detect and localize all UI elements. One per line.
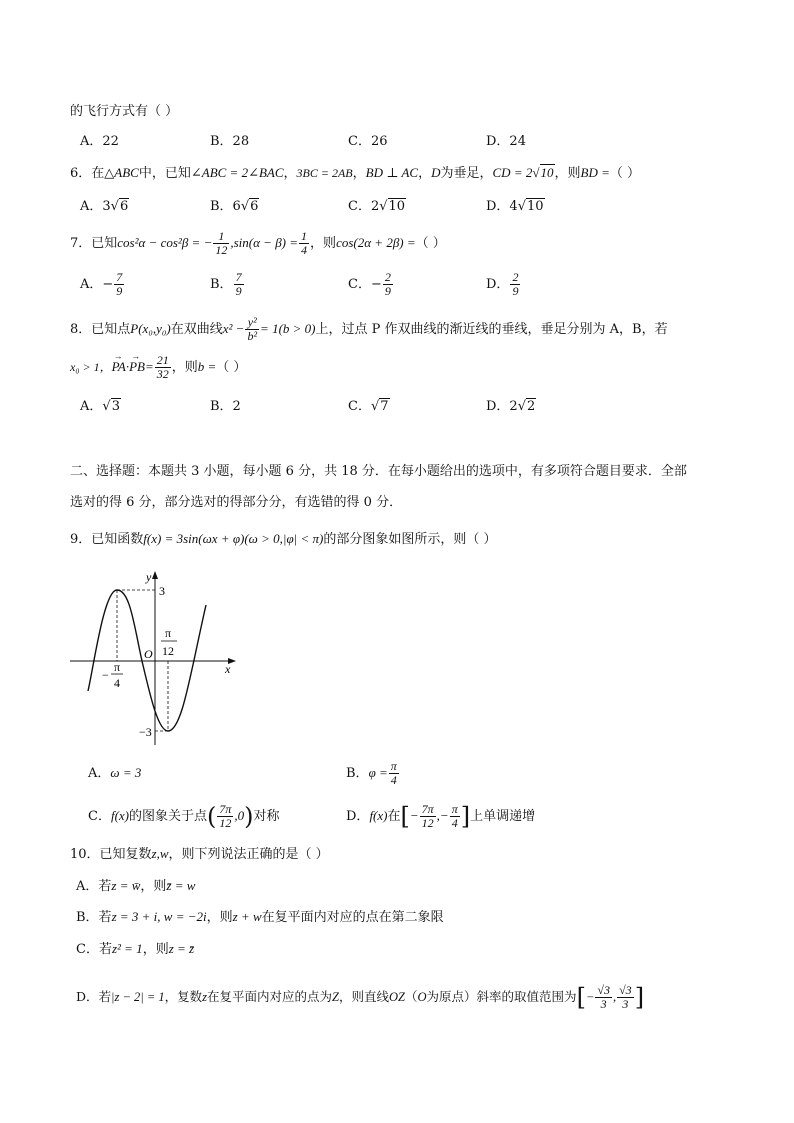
q7-option-a-label: A．− <box>80 277 114 292</box>
q8-stem-line2 <box>70 352 246 383</box>
q5-option-b: B．28 <box>210 134 250 149</box>
q6-point-d: D <box>431 165 441 180</box>
q6-option-d-label: D．4 <box>486 199 518 214</box>
y-min-label: −3 <box>139 725 152 739</box>
q8-frac <box>245 316 259 343</box>
q8-stem <box>70 314 668 345</box>
q7-option-a-num: 7 <box>116 270 123 284</box>
q7-bracket: （ ） <box>415 236 446 251</box>
q7-option-c-num: 2 <box>384 270 391 284</box>
q10-option-a <box>76 877 195 896</box>
q7-option-b-den: 9 <box>235 284 242 298</box>
q10-option-d-text-3: ，则直线 <box>339 989 390 1004</box>
q6-option-a: A．3√6 <box>80 199 129 214</box>
q6-bracket: （ ） <box>609 166 641 181</box>
q7-option-b-label: B． <box>210 277 233 292</box>
q10-option-d-frac-2 <box>617 984 634 1011</box>
q8-vec-pb: → PB <box>129 352 145 382</box>
q5-option-c: C．26 <box>348 134 388 149</box>
q8-frac-2 <box>155 354 171 381</box>
q6-option-a-label: A．3 <box>80 199 111 214</box>
q7-option-a <box>80 270 125 300</box>
q8-option-d-rad: 2 <box>527 399 536 414</box>
y-axis-arrow <box>152 571 158 579</box>
q5-option-a: A．22 <box>80 134 119 149</box>
q10-option-b-cond: z = 3 + i, w = −2i <box>111 909 207 924</box>
q7-stem <box>70 228 446 259</box>
section2-line2: 选对的得 6 分，部分选对的得部分分，有选错的得 0 分． <box>70 495 403 510</box>
q7-frac-1-den: 12 <box>215 243 228 257</box>
q6-angle-eq: ∠ABC = 2∠BAC <box>190 165 284 180</box>
y-axis-label: y <box>146 570 152 584</box>
q7-option-b-num: 7 <box>235 270 242 284</box>
q7-option-a-frac <box>114 271 124 298</box>
bracket-close: ] <box>460 802 471 831</box>
x-axis-label: x <box>225 662 231 676</box>
q7-option-a-den: 9 <box>116 284 123 298</box>
q10-option-d-frac-1 <box>595 984 612 1011</box>
q6-cd: CD = 2√10 <box>492 165 554 180</box>
q10-option-d-minus: − <box>585 990 595 1004</box>
q10-text: ，则下列说法正确的是（ ） <box>168 847 329 862</box>
q8-num: 8．已知点 <box>70 322 131 337</box>
q7-option-d-label: D． <box>486 277 510 292</box>
q6-num: 6．在 <box>70 166 105 181</box>
q7-option-b-frac <box>234 271 244 298</box>
q6-option-b-rad: 6 <box>250 199 259 214</box>
q10-option-d-z: z <box>202 990 208 1004</box>
q7-num: 7．已知 <box>70 236 118 251</box>
q10-option-d-sep: , <box>612 990 617 1004</box>
q8-option-a-rad: 3 <box>111 399 120 414</box>
q10-option-d-den-1: 3 <box>600 997 607 1011</box>
q10-option-d-num-1: √3 <box>597 983 610 997</box>
q7-frac-1 <box>213 230 229 257</box>
q9-option-d-den-2: 4 <box>451 816 458 830</box>
q8-eq-b: = 1(b > 0) <box>260 321 316 336</box>
q10-option-b-sum: z + w <box>232 909 262 924</box>
q6-option-c: C．2√10 <box>348 199 406 214</box>
q10-option-d-text-2: 在复平面内对应的点为 <box>207 989 333 1004</box>
q9-option-d-fx: f(x) <box>369 808 388 823</box>
q7-option-d-den: 9 <box>512 284 519 298</box>
q8-text-rest: 上，过点 P 作双曲线的渐近线的垂线，垂足分别为 A，B，若 <box>315 322 668 337</box>
q10-option-d-paren: （ <box>405 989 418 1004</box>
q7-option-b <box>210 270 245 300</box>
q9-option-c-text-2: 对称 <box>253 809 280 824</box>
q7-option-c-frac <box>383 271 393 298</box>
q8-frac-2-den: 32 <box>156 367 169 381</box>
q10-option-a-cond: z = w̄ <box>111 878 141 893</box>
q10-option-b-label: B．若 <box>76 910 112 925</box>
q6-option-d: D．4√10 <box>486 199 544 214</box>
q6-option-b: B．6√6 <box>210 199 259 214</box>
q8-option-c: C．√7 <box>348 399 389 414</box>
q10-num: 10．已知复数 <box>70 847 152 862</box>
q7-text: ，则 <box>310 236 337 251</box>
q10-option-d-label: D．若 <box>76 989 112 1004</box>
q9-option-d-sep: ,− <box>436 808 449 823</box>
q8-text: 在双曲线 <box>170 322 223 337</box>
q7-option-d-frac <box>510 271 520 298</box>
q7-option-c <box>348 270 394 300</box>
q9-text: 的部分图象如图所示，则（ ） <box>323 532 497 547</box>
q8-option-a: A．√3 <box>80 399 120 414</box>
q10-option-b <box>76 908 444 927</box>
q6-option-b-label: B．6 <box>210 199 241 214</box>
q9-option-c-den: 12 <box>219 816 232 830</box>
q6-comma: ， <box>283 166 297 181</box>
q5-stem: 的飞行方式有（ ） <box>70 104 179 119</box>
q10-option-d-den-2: 3 <box>622 997 629 1011</box>
bracket-open: [ <box>576 983 586 1012</box>
q10-option-a-text: ，则 <box>140 879 167 894</box>
q9-option-c-zero: ,0 <box>234 808 245 823</box>
q9-option-a-expr: ω = 3 <box>110 765 142 780</box>
x-left-den: 4 <box>114 676 120 690</box>
q6-stem <box>70 164 640 183</box>
q6-option-c-rad: 10 <box>388 199 406 214</box>
q9-option-d-num-1: 7π <box>421 802 434 816</box>
q7-option-d-num: 2 <box>512 270 519 284</box>
q9-stem <box>70 530 496 549</box>
q10-option-c-cond: z² = 1 <box>111 941 143 956</box>
q10-option-a-label: A．若 <box>76 879 112 894</box>
q10-option-d <box>76 982 644 1013</box>
q8-option-d-label: D．2 <box>486 399 518 414</box>
y-max-label: 3 <box>159 584 165 598</box>
q9-option-a <box>88 764 141 783</box>
q8-frac-2-num: 21 <box>156 353 169 367</box>
q7-frac-2-den: 4 <box>301 243 308 257</box>
q9-option-c-fx: f(x) <box>110 808 129 823</box>
q7-eq2: ,sin(α − β) = <box>230 235 299 250</box>
q5-option-d: D．24 <box>486 134 526 149</box>
q9-option-d-minus: − <box>409 808 419 823</box>
q6-text: 为垂足， <box>440 166 493 181</box>
q10-option-d-origin: O <box>417 990 427 1004</box>
q6-perp: BD ⊥ AC <box>365 165 419 180</box>
q9-option-b-expr: φ = <box>368 765 388 780</box>
q8-dot: · <box>125 359 130 374</box>
bracket-close: ] <box>634 983 645 1012</box>
q10-option-d-line: OZ <box>389 990 405 1004</box>
q6-comma: ， <box>352 166 366 181</box>
q7-eq1: cos²α − cos²β = − <box>117 235 213 250</box>
q7-frac-2 <box>299 230 309 257</box>
q8-equals: = <box>144 359 154 374</box>
q7-option-c-label: C．− <box>348 277 382 292</box>
q9-option-a-label: A． <box>88 766 111 781</box>
bracket-open: [ <box>400 802 410 831</box>
q8-point: P(x₀,y₀) <box>130 321 171 336</box>
q10-option-d-text-4: 为原点）斜率的取值范围为 <box>426 989 577 1004</box>
q10-option-b-text-2: 在复平面内对应的点在第二象限 <box>261 910 444 925</box>
q9-option-b <box>346 758 400 789</box>
x-right-den: 12 <box>162 644 174 658</box>
paren-open: ( <box>207 802 217 831</box>
q6-text: 中，已知 <box>138 166 191 181</box>
q9-option-d-frac-2 <box>450 803 460 830</box>
q8-text: ，则 <box>171 360 198 375</box>
q9-option-b-num: π <box>390 759 397 773</box>
q10-option-a-result: z̄ = w <box>166 878 196 893</box>
q9-option-d-text-2: 上单调递增 <box>470 809 536 824</box>
q9-option-b-label: B． <box>346 766 369 781</box>
q10-option-b-text: ，则 <box>206 910 233 925</box>
q6-option-a-rad: 6 <box>119 199 129 214</box>
q8-option-c-rad: 7 <box>380 399 389 414</box>
q8-option-d: D．2√2 <box>486 399 536 414</box>
q7-option-d <box>486 270 521 300</box>
q9-graph <box>60 565 250 750</box>
q6-cd-coef: CD = 2 <box>492 165 533 180</box>
q9-option-c <box>88 801 280 832</box>
q8-option-a-label: A． <box>80 399 103 414</box>
q7-frac-2-num: 1 <box>301 229 308 243</box>
q9-option-c-frac <box>217 803 233 830</box>
q8-option-b: B．2 <box>210 399 241 414</box>
section2-line1: 二、选择题：本题共 3 小题，每小题 6 分，共 18 分．在每小题给出的选项中，有多项符合题目要求．全部 <box>70 464 687 479</box>
q9-option-d-den-1: 12 <box>421 816 434 830</box>
q6-side-eq: 3BC = 2AB <box>296 166 353 180</box>
q6-cd-rad: 10 <box>540 165 554 180</box>
q9-option-b-frac <box>389 760 399 787</box>
q10-option-d-cond: |z − 2| = 1 <box>111 990 165 1004</box>
q6-comma: ， <box>418 166 432 181</box>
q10-stem <box>70 845 329 864</box>
q6-text: ，则 <box>554 166 581 181</box>
q7-eq3: cos(2α + 2β) = <box>336 235 416 250</box>
origin-label: O <box>144 647 153 661</box>
q9-option-d-label: D． <box>346 809 370 824</box>
q7-frac-1-num: 1 <box>213 230 229 244</box>
q9-option-c-label: C． <box>88 809 111 824</box>
q9-option-b-den: 4 <box>390 773 397 787</box>
q8-frac-num: y² <box>245 316 259 330</box>
q9-num: 9．已知函数 <box>70 532 144 547</box>
q10-option-c-label: C．若 <box>76 942 112 957</box>
q7-option-c-den: 9 <box>384 284 391 298</box>
q9-option-d-text: 在 <box>387 809 401 824</box>
q8-vec-pa: → PA <box>112 352 126 382</box>
q10-option-c <box>76 940 194 959</box>
q6-option-c-label: C．2 <box>348 199 380 214</box>
q8-option-c-label: C． <box>348 399 371 414</box>
q9-option-c-text: 的图象关于点 <box>129 809 208 824</box>
q9-option-d-frac-1 <box>420 803 436 830</box>
x-right-num: π <box>165 626 172 640</box>
paren-close: ) <box>244 802 254 831</box>
q8-bracket: （ ） <box>216 360 247 375</box>
x-left-sign: − <box>102 668 109 682</box>
q10-option-c-text: ，则 <box>142 942 169 957</box>
q10-option-c-result: z = z̄ <box>168 941 195 956</box>
q10-zw: z,w <box>151 846 169 861</box>
q8-eq-a: x² − <box>222 321 245 336</box>
q9-function: f(x) = 3sin(ωx + φ)(ω > 0,|φ| < π) <box>143 531 324 546</box>
q6-triangle: △ABC <box>104 165 139 180</box>
q8-b: b = <box>197 359 217 374</box>
q8-frac-den: b² <box>247 329 258 343</box>
q8-condition: x₀ > 1， <box>70 360 112 374</box>
q9-option-d <box>346 801 535 832</box>
x-left-num: π <box>114 660 121 674</box>
q10-option-d-text: ，复数 <box>164 989 203 1004</box>
q9-option-d-num-2: π <box>451 802 458 816</box>
q10-option-d-point: Z <box>332 990 339 1004</box>
q6-option-d-rad: 10 <box>527 199 544 214</box>
q9-option-c-num: 7π <box>219 802 232 816</box>
q10-option-d-num-2: √3 <box>619 983 632 997</box>
q6-bd: BD = <box>580 165 610 180</box>
